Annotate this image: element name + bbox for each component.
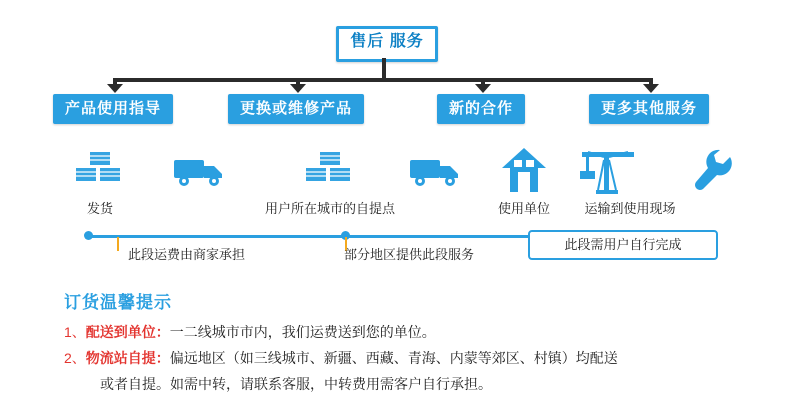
note-item-1 (64, 322, 436, 342)
icon-caption-5: 使用单位 (497, 201, 550, 216)
note-continuation: 或者自提。如需中转，请联系客服，中转费用需客户自行承担。 (100, 376, 492, 392)
truck-icon (172, 156, 228, 195)
node-child-3[interactable]: 新的合作 (437, 94, 525, 124)
note-key-2: 物流站自提： (85, 350, 170, 366)
wrench-icon (690, 148, 734, 199)
icon-caption-6: 运输到使用现场 (584, 201, 676, 216)
boxes-icon-2 (302, 150, 358, 199)
timeline-dot-start (84, 231, 93, 240)
note-number-1: 1、 (64, 324, 86, 340)
connector-bus (115, 78, 651, 82)
flow-segment-label-1: 此段运费由商家承担 (128, 247, 246, 262)
flow-segment-label-2: 部分地区提供此段服务 (344, 247, 475, 262)
note-text-1: 一二线城市市内，我们运费送到您的单位。 (169, 324, 436, 340)
note-text-2: 偏远地区（如三线城市、新疆、西藏、青海、内蒙等郊区、村镇）均配送 (169, 350, 618, 366)
timeline-tick-1 (117, 237, 119, 251)
note-key-1: 配送到单位： (85, 324, 170, 340)
arrow-1 (107, 84, 123, 93)
truck-icon-2 (408, 156, 464, 195)
notes-title: 订货温馨提示 (64, 293, 172, 312)
flow-segment-label-3: 此段需用户自行完成 (528, 230, 718, 260)
node-child-2[interactable]: 更换或维修产品 (228, 94, 364, 124)
node-child-1[interactable]: 产品使用指导 (53, 94, 173, 124)
crane-icon (578, 146, 642, 199)
connector-trunk (382, 58, 386, 80)
note-item-2 (64, 348, 618, 368)
note-number-2: 2、 (64, 350, 86, 366)
house-icon (500, 146, 548, 199)
icon-caption-3: 用户所在城市的自提点 (264, 201, 395, 216)
node-child-4[interactable]: 更多其他服务 (589, 94, 709, 124)
arrow-2 (290, 84, 306, 93)
boxes-icon (72, 150, 128, 199)
arrow-4 (643, 84, 659, 93)
node-root[interactable]: 售后 服务 (336, 26, 438, 62)
arrow-3 (475, 84, 491, 93)
icon-caption-1: 发货 (86, 201, 113, 216)
